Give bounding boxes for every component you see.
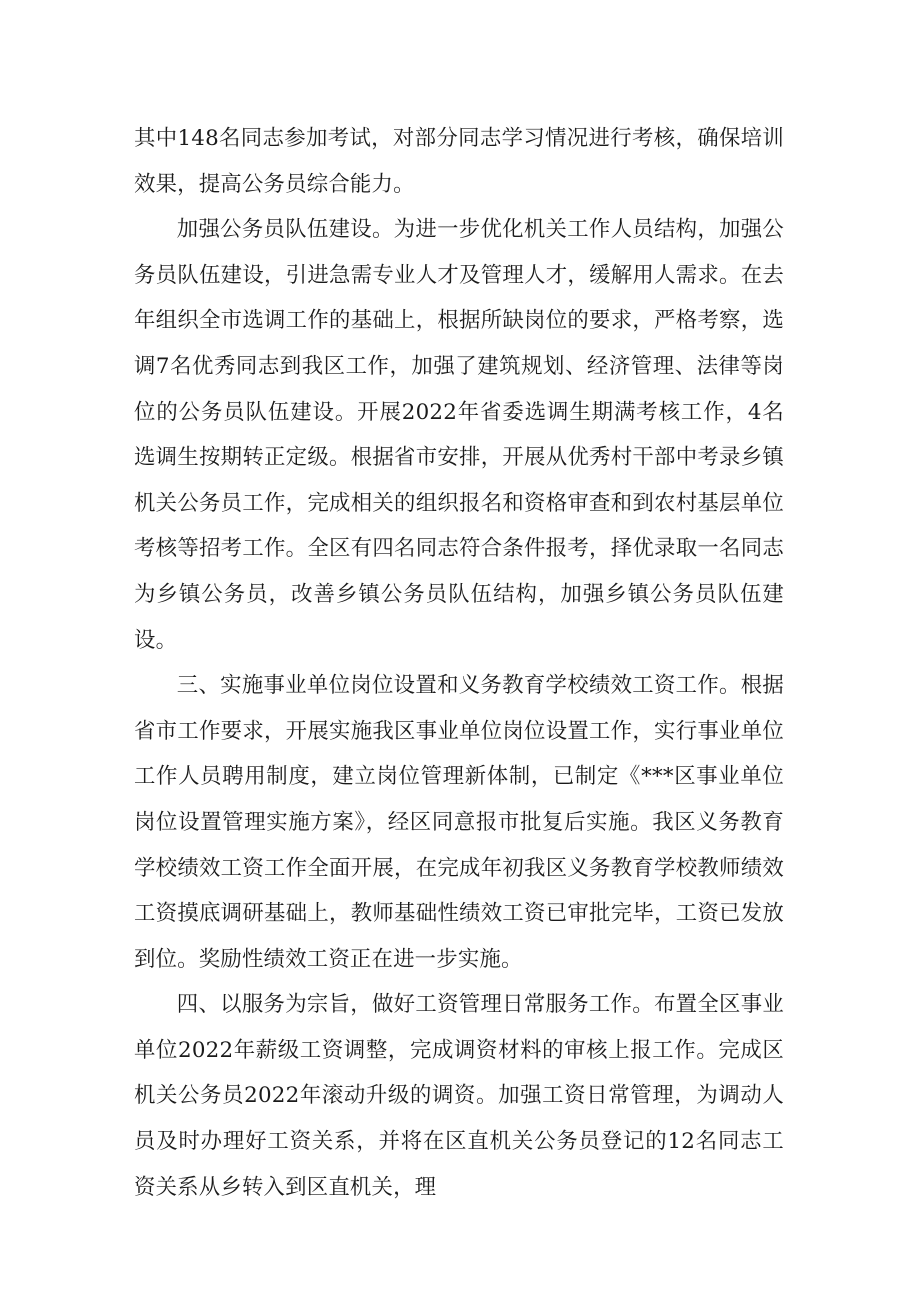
paragraph-training-continuation: 其中148名同志参加考试，对部分同志学习情况进行考核，确保培训效果，提高公务员综合能力。 (134, 126, 784, 197)
paragraph-civil-servant-team: 加强公务员队伍建设。为进一步优化机关工作人员结构，加强公务员队伍建设，引进急需专业人才及管理人才，缓解用人需求。在去年组织全市选调工作的基础上，根据所缺岗位的要求，严格考察，选调7名优秀同志到我区工作，加强了建筑规划、经济管理、法律等岗位的公务员队伍建设。开展2022年省委选调生期满考核工作，4名选调生按期转正定级。根据省市安排，开展从优秀村干部中考录乡镇机关公务员工作，完成相关的组织报名和资格审查和到农村基层单位考核等招考工作。全区有四名同志符合条件报考，择优录取一名同志为乡镇公务员，改善乡镇公务员队伍结构，加强乡镇公务员队伍建设。 (134, 217, 784, 653)
document-body (134, 116, 784, 1210)
paragraph-section-four: 四、以服务为宗旨，做好工资管理日常服务工作。布置全区事业单位2022年薪级工资调整，完成调资材料的审核上报工作。完成区机关公务员2022年滚动升级的调资。加强工资日常管理，为调动人员及时办理好工资关系，并将在区直机关公务员登记的12名同志工资关系从乡转入到区直机关，理 (134, 992, 784, 1200)
paragraph-section-three: 三、实施事业单位岗位设置和义务教育学校绩效工资工作。根据省市工作要求，开展实施我区事业单位岗位设置工作，实行事业单位工作人员聘用制度，建立岗位管理新体制，已制定《***区事业单位岗位设置管理实施方案》，经区同意报市批复后实施。我区义务教育学校绩效工资工作全面开展，在完成年初我区义务教育学校教师绩效工资摸底调研基础上，教师基础性绩效工资已审批完毕，工资已发放到位。奖励性绩效工资正在进一步实施。 (134, 673, 784, 972)
